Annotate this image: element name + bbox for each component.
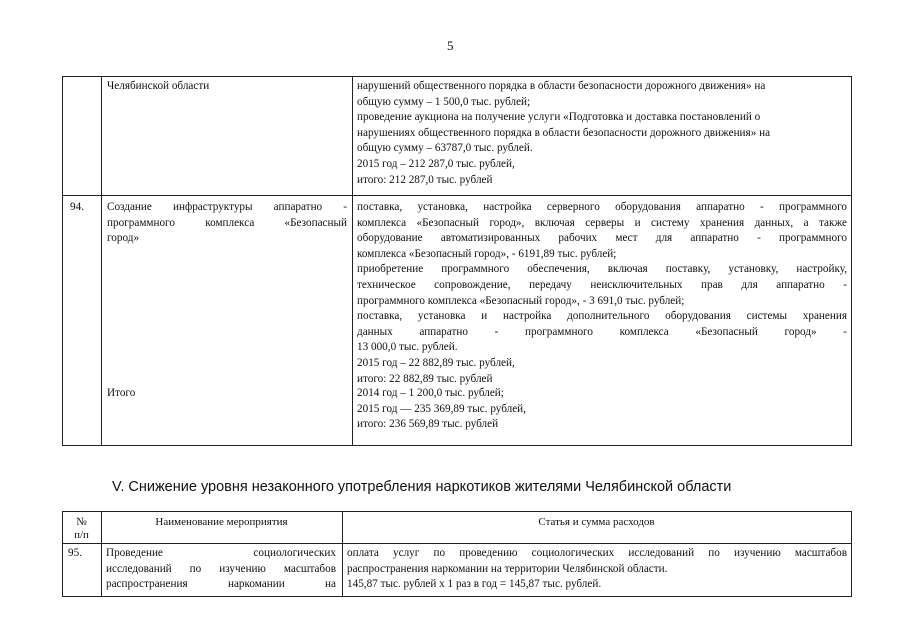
text-line: техническое сопровождение, передачу неисключительных прав для аппаратно - — [357, 278, 847, 291]
text-line: проведение аукциона на получение услуги «Подготовка и доставка постановлений о — [357, 111, 761, 124]
table-row-94-number: 94. — [70, 201, 84, 213]
text-line: оборудование автоматизированных рабочих мест для аппаратно - программного — [357, 232, 847, 245]
table-row-total-description — [357, 386, 847, 433]
text-line: общую сумму – 63787,0 тыс. рублей. — [357, 142, 533, 155]
table-row-95-name — [106, 546, 336, 593]
text-line: итого: 236 569,89 тыс. рублей — [357, 418, 499, 431]
text-line: город» — [107, 232, 140, 245]
table-border-right — [851, 512, 852, 596]
expense-table-section-5 — [62, 511, 852, 597]
text-line: нарушений общественного порядка в области безопасности дорожного движения» на — [357, 80, 766, 92]
row-divider — [62, 195, 852, 196]
header-description: Статья и сумма расходов — [538, 516, 655, 528]
text-line: распространения наркомании на территории Челябинской области. — [347, 562, 668, 575]
header-divider — [62, 543, 852, 544]
table-border-left — [62, 77, 63, 445]
text-line: распространения наркомании на — [106, 578, 336, 591]
text-line: комплекса «Безопасный город», - 6191,89 тыс. рублей; — [357, 247, 617, 260]
text-line: поставка, установка, настройка серверного оборудования аппаратно - программного — [357, 201, 847, 213]
expense-table-continued — [62, 76, 852, 446]
table-row-95-number: 95. — [68, 547, 82, 559]
text-line: итого: 212 287,0 тыс. рублей — [357, 173, 493, 186]
header-number: № п/п — [74, 516, 89, 541]
text-line: Проведение социологических — [106, 547, 336, 559]
table-row-cont-name: Челябинской области — [107, 80, 210, 92]
text-line: итого: 22 882,89 тыс. рублей — [357, 372, 493, 385]
table-row-cont-description — [357, 79, 847, 188]
table-row-total-name: Итого — [107, 387, 136, 399]
table-row-95-description — [347, 546, 847, 593]
text-line: 145,87 тыс. рублей х 1 раз в год = 145,87 тыс. рублей. — [347, 578, 602, 591]
text-line: нарушениях общественного порядка в области безопасности дорожного движения» на — [357, 126, 771, 139]
text-line: Создание инфраструктуры аппаратно - — [107, 201, 347, 213]
text-line: исследований по изучению масштабов — [106, 562, 336, 575]
text-line: данных аппаратно - программного комплекса «Безопасный город» - — [357, 325, 847, 338]
text-line: 2015 год — 235 369,89 тыс. рублей, — [357, 402, 526, 415]
text-line: поставка, установка и настройка дополнительного оборудования системы хранения — [357, 310, 847, 323]
page-number: 5 — [447, 38, 454, 53]
text-line: 2015 год – 22 882,89 тыс. рублей, — [357, 356, 515, 369]
table-border-right — [851, 77, 852, 445]
text-line: программного комплекса «Безопасный — [107, 216, 347, 229]
table-row-94-description — [357, 200, 847, 387]
text-line: 13 000,0 тыс. рублей. — [357, 341, 458, 354]
text-line: приобретение программного обеспечения, включая поставку, установку, настройку, — [357, 263, 847, 276]
table-row-94-name — [107, 200, 347, 247]
section-title: V. Снижение уровня незаконного употребления наркотиков жителями Челябинской области — [112, 479, 732, 495]
column-divider — [352, 77, 353, 445]
text-line: комплекса «Безопасный город», включая серверы и систему хранения данных, а также — [357, 216, 847, 229]
text-line: 2014 год – 1 200,0 тыс. рублей; — [357, 387, 504, 399]
text-line: общую сумму – 1 500,0 тыс. рублей; — [357, 95, 531, 108]
header-name: Наименование мероприятия — [155, 516, 288, 528]
text-line: оплата услуг по проведению социологических исследований по изучению масштабов — [347, 547, 847, 559]
column-divider — [101, 77, 102, 445]
text-line: программного комплекса «Безопасный город», - 3 691,0 тыс. рублей; — [357, 294, 685, 307]
text-line: 2015 год – 212 287,0 тыс. рублей, — [357, 157, 515, 170]
